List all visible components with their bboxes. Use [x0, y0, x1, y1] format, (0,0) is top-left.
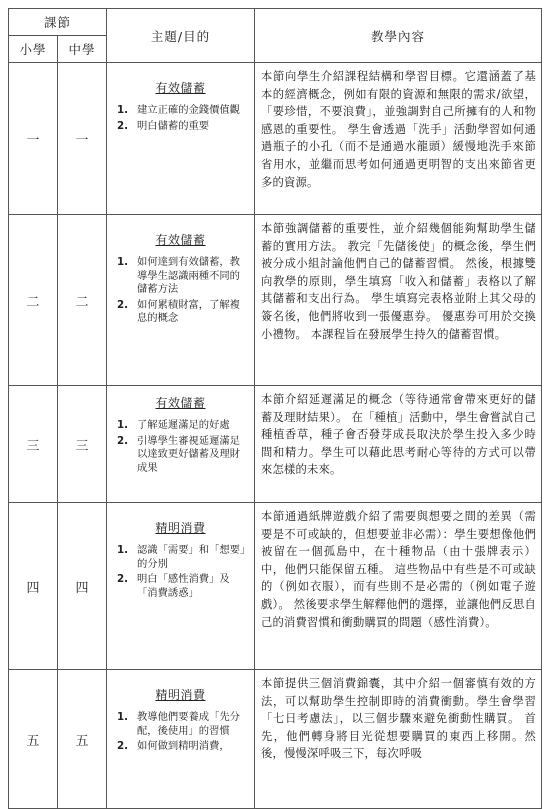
- topic-cell: [107, 670, 255, 809]
- goal-list: [113, 711, 248, 754]
- secondary-lesson-number: 三: [58, 386, 107, 503]
- lesson-row: [9, 386, 542, 503]
- topic-cell: [107, 386, 255, 503]
- secondary-lesson-number: 四: [58, 503, 107, 670]
- goal-item: 2. 引導學生審視延遲滿足以達致更好儲蓄及理財成果: [117, 434, 240, 474]
- goal-item: 2. 明白「感性消費」及「消費誘惑」: [117, 573, 230, 599]
- primary-lesson-number: 一: [9, 63, 58, 215]
- goal-item: 2. 如何做到精明消費，: [117, 740, 230, 752]
- goal-item: 1. 認識「需要」和「想要」的分別: [117, 544, 246, 570]
- goal-item: 1. 了解延遲滿足的好處: [117, 419, 230, 431]
- goal-item: 1. 如何達到有效儲蓄，教導學生認識兩種不同的儲蓄方法: [117, 256, 240, 295]
- primary-lesson-number: 四: [9, 503, 58, 670]
- primary-lesson-number: 三: [9, 386, 58, 503]
- lesson-row: [9, 63, 542, 215]
- topic-title: 有效儲蓄: [155, 396, 206, 410]
- topic-title: 有效儲蓄: [155, 81, 206, 95]
- goal-list: [113, 544, 248, 600]
- goal-list: [113, 104, 248, 133]
- lesson-content: 本節介紹延遲滿足的概念（等待通常會帶來更好的儲蓄及理財結果）。 在「種植」活動中，學生會嘗試自己種植香草，種子會否發芽成長取決於學生投入多少時間和精力。學生可以藉此思考耐心等待的方式可以帶來怎樣的未來。: [255, 386, 542, 503]
- goal-item: 1. 建立正確的金錢價值觀: [117, 104, 240, 116]
- lesson-content: 本節提供三個消費錦囊，其中介紹一個審慎有效的方法，可以幫助學生控制即時的消費衝動。學生會學習「七日考慮法」，以三個步驟來避免衝動性購買。 首先，他們轉身將目光從想要購買的東西上移開。然後，慢慢深呼吸三下，每次呼吸: [255, 670, 542, 809]
- secondary-lesson-number: 五: [58, 670, 107, 809]
- secondary-lesson-number: 二: [58, 215, 107, 386]
- goal-item: 2. 如何累積財富，了解複息的概念: [117, 298, 240, 324]
- goal-list: [113, 419, 248, 475]
- header-primary: 小學: [9, 36, 58, 63]
- header-content: 教學內容: [255, 9, 542, 63]
- lesson-content: 本節向學生介紹課程結構和學習目標。它還涵蓋了基本的經濟概念，例如有限的資源和無限的需求/欲望，「要珍惜，不要浪費」，並強調對自己所擁有的人和物感恩的重要性。 學生會透過「洗手」活動學習如何通過瓶子的小孔（而不是通過水龍頭）緩慢地洗手來節省用水，並繼而思考如何通過更明智的支出來節省更多的資源。: [255, 63, 542, 215]
- goal-item: 2. 明白儲蓄的重要: [117, 119, 210, 132]
- lesson-content: 本節強調儲蓄的重要性，並介紹幾個能夠幫助學生儲蓄的實用方法。 教完「先儲後使」的概念後，學生們被分成小組討論他們自己的儲蓄習慣。 然後，根據雙向教學的原則，學生填寫「收入和儲蓄」表格以了解其儲蓄和支出行為。 學生填寫完表格並附上其父母的簽名後，他們將收到一張優惠券。 優惠券可用於交換小禮物。 本課程旨在發展學生持久的儲蓄習慣。: [255, 215, 542, 386]
- goal-item: 1. 教導他們要養成「先分配，後使用」的習慣: [117, 711, 240, 737]
- primary-lesson-number: 二: [9, 215, 58, 386]
- lesson-row: [9, 670, 542, 809]
- header-topic: 主題/目的: [107, 9, 255, 63]
- lesson-plan-table: [8, 8, 542, 809]
- lesson-row: [9, 503, 542, 670]
- goal-list: [113, 256, 248, 326]
- header-secondary: 中學: [58, 36, 107, 63]
- primary-lesson-number: 五: [9, 670, 58, 809]
- secondary-lesson-number: 一: [58, 63, 107, 215]
- topic-title: 精明消費: [155, 521, 206, 535]
- lesson-row: [9, 215, 542, 386]
- topic-cell: [107, 63, 255, 215]
- topic-title: 精明消費: [155, 688, 206, 702]
- topic-cell: [107, 503, 255, 670]
- lesson-content: 本節通過紙牌遊戲介紹了需要與想要之間的差異（需要是不可或缺的，但想要並非必需）：學生要想像他們被留在一個孤島中，在十種物品（由十張牌表示）中，他們只能保留五種。 這些物品中有些是不可或缺的（例如衣服），而有些則不是必需的（例如電子遊戲）。 然後要求學生解釋他們的選擇，並讓他們反思自己的消費習慣和衝動購買的問題（感性消費）。: [255, 503, 542, 670]
- topic-cell: [107, 215, 255, 386]
- topic-title: 有效儲蓄: [155, 233, 206, 247]
- header-section: 課節: [9, 9, 107, 36]
